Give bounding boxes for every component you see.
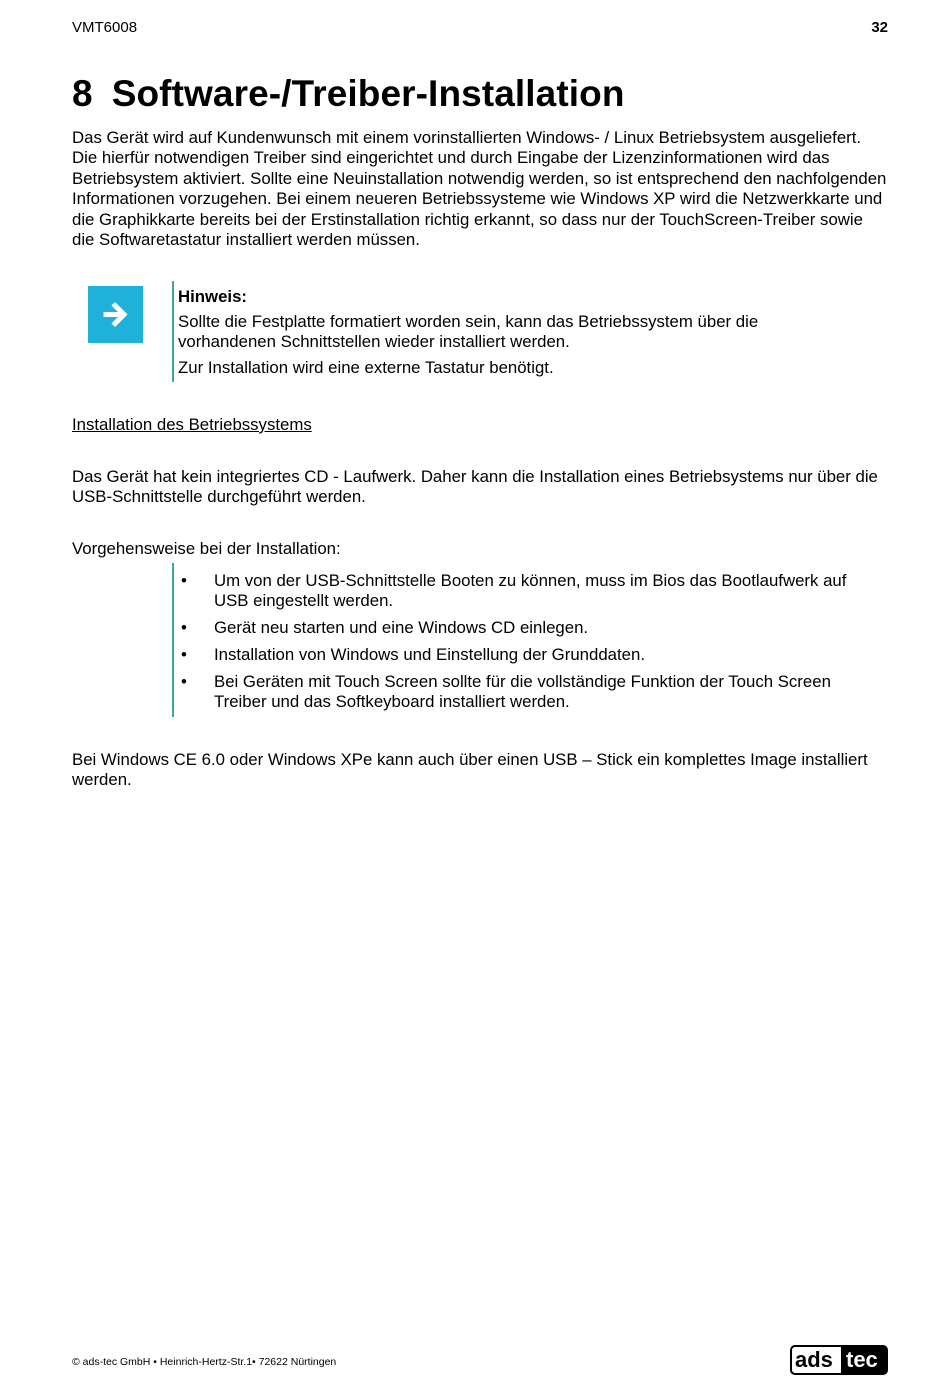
chapter-number: 8 [72, 73, 93, 114]
arrow-right-icon [88, 286, 143, 343]
intro-paragraph: Das Gerät wird auf Kundenwunsch mit einem vorinstallierten Windows- / Linux Betriebsystem ausgeliefert. Die hierfür notwendigen Treiber sind eingerichtet und durch Eingabe der Lizenzinformationen wird das Betriebsystem aktiviert. Sollte eine Neuinstallation notwendig werden, so ist entsprechend den nachfolgenden Informationen vorzugehen. Bei einem neueren Betriebssysteme wie Windows XP wird die Netzwerkkarte und die Graphikkarte bereits bei der Erstinstallation richtig erkannt, so dass nur der TouchScreen-Treiber sowie die Softwaretastatur installiert werden müssen. [72, 128, 887, 250]
footer-address: © ads-tec GmbH • Heinrich-Hertz-Str.1• 72622 Nürtingen [72, 1356, 337, 1368]
page-number: 32 [871, 19, 888, 36]
logo-text-tec: tec [846, 1347, 878, 1372]
note-text: Zur Installation wird eine externe Tastatur benötigt. [178, 358, 554, 377]
list-item: Installation von Windows und Einstellung der Grunddaten. [214, 645, 645, 664]
section-heading: Installation des Betriebssystems [72, 415, 312, 434]
chapter-title: Software-/Treiber-Installation [111, 73, 625, 114]
paragraph: Bei Windows CE 6.0 oder Windows XPe kann auch über einen USB – Stick ein komplettes Image installiert werden. [72, 750, 868, 790]
list-divider [172, 563, 174, 717]
ads-tec-logo [790, 1345, 888, 1375]
bullet-icon: • [181, 672, 187, 691]
paragraph: Das Gerät hat kein integriertes CD - Laufwerk. Daher kann die Installation eines Betriebsystems nur über die USB-Schnittstelle durchgeführt werden. [72, 467, 878, 507]
document-id: VMT6008 [72, 19, 138, 36]
bullet-icon: • [181, 571, 187, 590]
note-divider [172, 281, 174, 382]
bullet-icon: • [181, 618, 187, 637]
paragraph: Vorgehensweise bei der Installation: [72, 539, 341, 558]
logo-text-ads: ads [795, 1347, 833, 1372]
note-title: Hinweis: [178, 287, 248, 306]
note-text: Sollte die Festplatte formatiert worden sein, kann das Betriebssystem über die vorhandenen Schnittstellen wieder installiert werden. [178, 312, 759, 352]
list-item: Bei Geräten mit Touch Screen sollte für die vollständige Funktion der Touch Screen Treiber und das Softkeyboard installiert werden. [214, 672, 831, 712]
page-title [72, 73, 625, 115]
list-item: Um von der USB-Schnittstelle Booten zu können, muss im Bios das Bootlaufwerk auf USB eingestellt werden. [214, 571, 847, 611]
list-item: Gerät neu starten und eine Windows CD einlegen. [214, 618, 589, 637]
bullet-icon: • [181, 645, 187, 664]
